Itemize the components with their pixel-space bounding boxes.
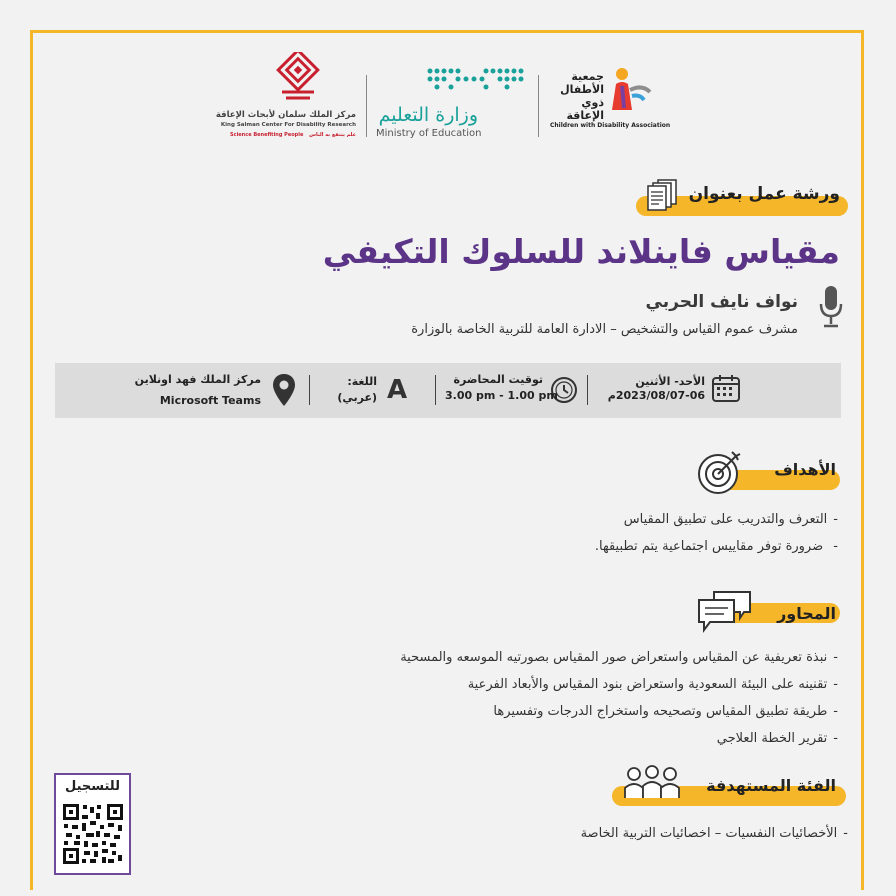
list-item: -نبذة تعريفية عن المقياس واستعراض صور المقياس بصورتيه الموسعه والمسحية [400,650,838,665]
register-box[interactable] [54,773,131,875]
axes-list [400,644,838,752]
axes-heading: المحاور [777,604,836,623]
microphone-icon [818,284,844,330]
objectives-heading: الأهداف [774,460,836,479]
language-value: (عربي) [337,391,377,404]
info-separator [309,375,310,405]
ksc-tagline-ar: علم ينتفع به الناس [309,132,356,138]
document-icon [646,178,682,212]
list-item: -طريقة تطبيق المقياس وتصحيحه واستخراج الدرجات وتفسيرها [493,704,838,719]
calendar-icon [711,373,741,403]
logo-divider [366,75,367,137]
ksc-name-ar: مركز الملك سلمان لأبحاث الإعاقة [215,110,356,120]
ksc-emblem-icon [270,52,326,108]
people-group-icon [622,764,682,800]
cda-ar-line3: ذوي الإعاقة [566,96,604,122]
register-label: للتسجيل [64,779,120,794]
workshop-label: ورشة عمل بعنوان [688,184,840,204]
ksc-tagline-en: Science Benefiting People [230,132,304,138]
axis-text: تقنينه على البيئة السعودية واستعراض بنود المقياس والأبعاد الفرعية [467,677,828,692]
info-bar [55,363,841,418]
time-value: 3.00 pm - 1.00 pm [445,389,558,402]
language-letter-icon: A [387,375,408,405]
objectives-list [595,506,838,560]
ksc-name-en: King Salman Center For Disability Research [220,122,356,128]
info-separator [587,375,588,405]
language-label: اللغة: [347,375,377,388]
cda-logo [544,64,671,136]
workshop-title: مقياس فاينلاند للسلوك التكيفي [322,232,840,271]
ksc-tagline [230,132,356,138]
list-item: -تقرير الخطة العلاجي [716,731,838,746]
list-item: -الأخصائيات النفسيات – اخصائيات التربية الخاصة [580,826,848,841]
moe-logo [374,62,534,144]
info-separator [435,375,436,405]
audience-text: الأخصائيات النفسيات – اخصائيات التربية الخاصة [580,826,838,841]
moe-name-ar: وزارة التعليم [378,104,478,126]
cda-emblem-icon [608,66,652,116]
location-pin-icon [271,373,297,407]
speaker-name: نواف نايف الحربي [645,292,798,312]
objective-text: ضرورة توفر مقاييس اجتماعية يتم تطبيقها. [594,539,824,554]
moe-name-en: Ministry of Education [376,128,482,139]
chat-bubbles-icon [696,588,754,636]
list-item: -التعرف والتدريب على تطبيق المقياس [623,512,838,527]
cda-ar-line1: جمعية [571,70,604,83]
audience-list [581,820,848,847]
axis-text: طريقة تطبيق المقياس وتصحيحه واستخراج الدرجات وتفسيرها [493,704,828,719]
cda-name-en: Children with Disability Association [550,122,671,129]
list-item: -تقنينه على البيئة السعودية واستعراض بنود المقياس والأبعاد الفرعية [467,677,838,692]
logo-divider-2 [538,75,539,137]
target-icon [694,448,744,498]
moe-dots-icon [426,66,530,92]
qr-code-icon[interactable] [62,803,124,865]
event-dates: 2023/08/07-06م [607,389,705,402]
time-label: توقيت المحاضرة [453,373,543,386]
speaker-role: مشرف عموم القياس والتشخيص – الادارة العامة للتربية الخاصة بالوزارة [411,322,798,337]
ksc-logo [215,52,358,142]
cda-ar-line2: الأطفال [560,83,604,96]
platform: Microsoft Teams [159,394,261,407]
venue: مركز الملك فهد اونلاين [134,373,261,386]
cda-name-ar [548,70,604,122]
objective-text: التعرف والتدريب على تطبيق المقياس [623,512,828,527]
event-days: الأحد- الأثنين [635,375,705,388]
axis-text: تقرير الخطة العلاجي [716,731,828,746]
axis-text: نبذة تعريفية عن المقياس واستعراض صور المقياس بصورتيه الموسعه والمسحية [400,650,828,665]
audience-heading: الفئة المستهدفة [706,776,836,795]
list-item: - ضرورة توفر مقاييس اجتماعية يتم تطبيقها. [594,539,838,554]
